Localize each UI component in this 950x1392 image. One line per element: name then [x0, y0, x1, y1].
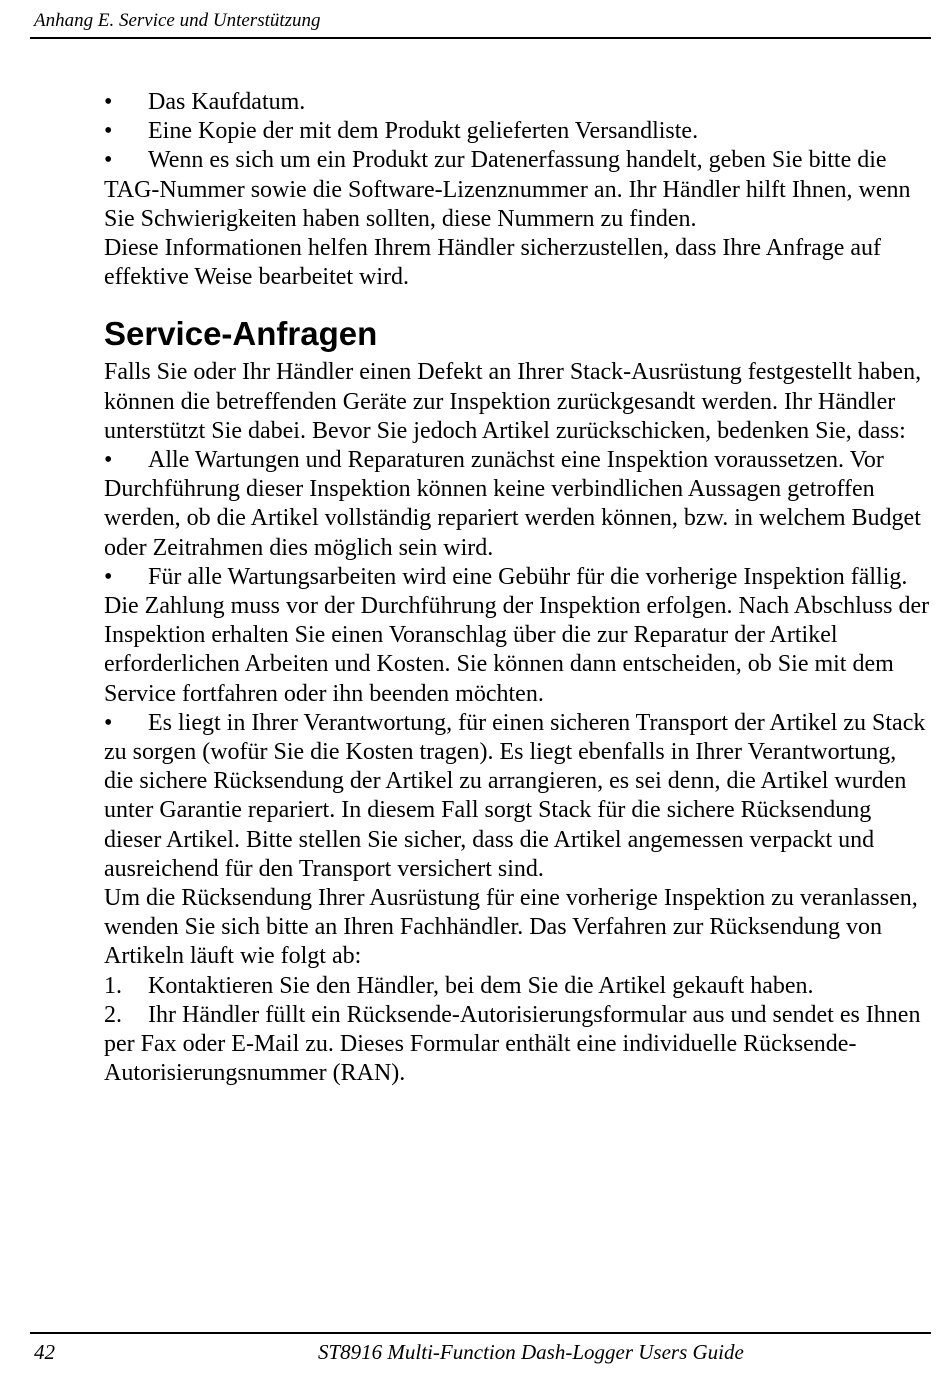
list-item — [104, 88, 930, 117]
bullet-icon: • — [104, 89, 113, 115]
list-item — [104, 146, 930, 234]
list-item-text: Wenn es sich um ein Produkt zur Datenerfassung handelt, geben Sie bitte die TAG-Nummer sowie die Software-Lizenznummer an. Ihr Händler hilft Ihnen, wenn Sie Schwierigkeiten haben sollten, diese Nummern zu finden. — [104, 147, 911, 232]
step-text: Kontaktieren Sie den Händler, bei dem Sie die Artikel gekauft haben. — [148, 972, 814, 999]
section-heading: Service-Anfragen — [104, 315, 378, 353]
bullet-icon: • — [104, 118, 113, 145]
list-item-text: Es liegt in Ihrer Verantwortung, für einen sicheren Transport der Artikel zu Stack zu sorgen (wofür Sie die Kosten tragen). Es liegt ebenfalls in Ihrer Verantwortung, die sichere Rücksendung der Artikel zu arrangieren, es sei denn, die Artikel wurden unter Garantie repariert. In diesem Fall sorgt Stack für die sichere Rücksendung dieser Artikel. Bitte stellen Sie sicher, dass die Artikel angemessen verpackt und ausreichend für den Transport versichert sind. — [104, 709, 926, 882]
step-number: 1. — [104, 972, 122, 999]
list-item-text: Eine Kopie der mit dem Produkt gelieferten Versandliste. — [148, 118, 699, 145]
running-header: Anhang E. Service und Unterstützung — [34, 10, 321, 31]
intro-paragraph: Diese Informationen helfen Ihrem Händler sicherzustellen, dass Ihre Anfrage auf effektive Weise bearbeitet wird. — [104, 235, 882, 291]
list-item-text: Das Kaufdatum. — [148, 89, 306, 115]
list-item — [104, 117, 930, 146]
list-item-text: Für alle Wartungsarbeiten wird eine Gebühr für die vorherige Inspektion fällig. Die Zahlung muss vor der Durchführung der Inspektion erfolgen. Nach Abschluss der Inspektion erhalten Sie einen Voranschlag über die zur Reparatur der Artikel erforderlichen Arbeiten und Kosten. Sie können dann entscheiden, ob Sie mit dem Service fortfahren oder ihn beenden möchten. — [104, 563, 930, 707]
bullet-icon: • — [104, 563, 113, 590]
bullet-icon: • — [104, 447, 113, 474]
section-paragraph: Falls Sie oder Ihr Händler einen Defekt an Ihrer Stack-Ausrüstung festgestellt haben, können die betreffenden Geräte zur Inspektion zurückgesandt werden. Ihr Händler unterstützt Sie dabei. Bevor Sie jedoch Artikel zurückschicken, bedenken Sie, dass: — [104, 359, 922, 444]
bullet-icon: • — [104, 147, 113, 174]
return-paragraph: Um die Rücksendung Ihrer Ausrüstung für eine vorherige Inspektion zu veranlassen, wenden Sie sich bitte an Ihren Fachhändler. Das Verfahren zur Rücksendung von Artikeln läuft wie folgt ab: — [104, 885, 918, 970]
page-body — [104, 88, 930, 1089]
list-item — [104, 563, 930, 709]
step-number: 2. — [104, 1001, 122, 1028]
list-item-text: Alle Wartungen und Reparaturen zunächst eine Inspektion voraussetzen. Vor Durchführung dieser Inspektion können keine verbindlichen Aussagen getroffen werden, ob die Artikel vollständig repariert werden können, bzw. in welchem Budget oder Zeitrahmen dies möglich sein wird. — [104, 447, 921, 561]
bullet-icon: • — [104, 709, 113, 736]
list-item — [104, 446, 930, 563]
footer-rule — [30, 1332, 931, 1334]
step-text: Ihr Händler füllt ein Rücksende-Autorisierungsformular aus und sendet es Ihnen per Fax oder E-Mail zu. Dieses Formular enthält eine individuelle Rücksende-Autorisierungsnummer (RAN). — [104, 1001, 921, 1087]
list-item — [104, 709, 930, 884]
numbered-step — [104, 972, 930, 1001]
header-rule — [30, 37, 931, 39]
numbered-step — [104, 1001, 930, 1089]
footer-title: ST8916 Multi-Function Dash-Logger Users Guide — [318, 1340, 744, 1364]
page-number: 42 — [34, 1340, 55, 1364]
